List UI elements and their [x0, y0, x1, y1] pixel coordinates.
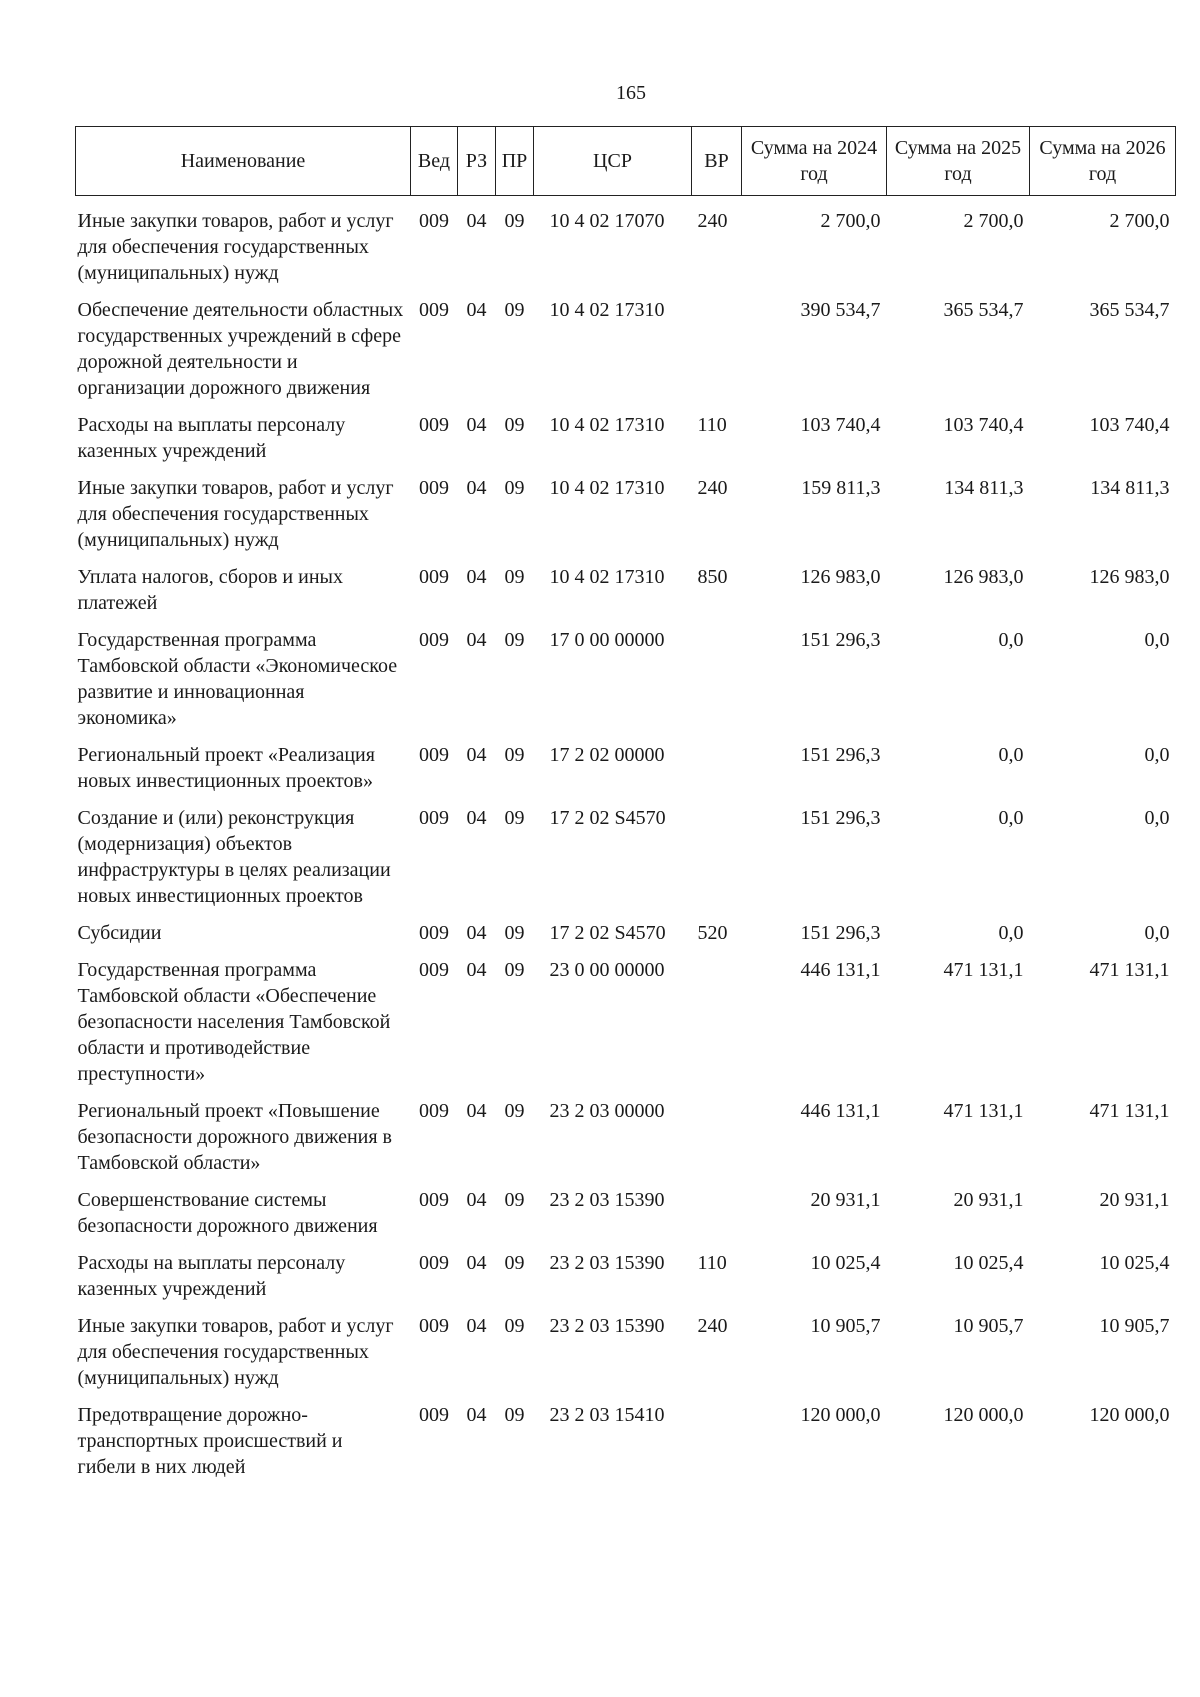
row-csr: 23 2 03 15390: [549, 1315, 665, 1337]
row-name: Совершенствование системы безопасности дорожного движения: [77, 1189, 378, 1237]
row-sum-2025: 20 931,1: [953, 1189, 1024, 1211]
row-ved: 009: [419, 1100, 449, 1122]
row-sum-2025: 0,0: [998, 629, 1024, 651]
row-name: Государственная программа Тамбовской области «Обеспечение безопасности населения Тамбовской области и противодействие преступности»: [77, 959, 391, 1085]
header-name: Наименование: [76, 127, 411, 196]
row-sum-2025: 0,0: [998, 922, 1024, 944]
row-vr: [692, 1393, 742, 1482]
row-csr: 10 4 02 17070: [549, 210, 665, 232]
row-sum-2026: 471 131,1: [1089, 959, 1170, 981]
row-sum-2024: 159 811,3: [801, 477, 881, 499]
row-vr: [692, 1089, 742, 1178]
row-csr: 23 2 03 15390: [549, 1252, 665, 1274]
row-rz: 04: [466, 959, 487, 981]
header-sum-2024: Сумма на 2024 год: [742, 127, 887, 196]
row-csr: 17 2 02 S4570: [549, 807, 666, 829]
table-row: [76, 618, 1176, 733]
row-sum-2026: 10 025,4: [1099, 1252, 1170, 1274]
header-vr: ВР: [692, 127, 742, 196]
row-pr: 09: [504, 1100, 525, 1122]
row-pr: 09: [504, 299, 525, 321]
row-sum-2026: 365 534,7: [1089, 299, 1170, 321]
row-csr: 10 4 02 17310: [549, 299, 665, 321]
row-csr: 23 2 03 15390: [549, 1189, 665, 1211]
row-ved: 009: [419, 1189, 449, 1211]
row-pr: 09: [504, 1404, 525, 1426]
row-rz: 04: [466, 1315, 487, 1337]
row-sum-2025: 471 131,1: [943, 1100, 1024, 1122]
row-name: Иные закупки товаров, работ и услуг для обеспечения государственных (муниципальных) нужд: [77, 1315, 394, 1389]
row-vr: 240: [697, 477, 728, 499]
row-sum-2026: 0,0: [1144, 629, 1170, 651]
row-sum-2025: 0,0: [998, 807, 1024, 829]
row-csr: 17 0 00 00000: [549, 629, 665, 651]
row-sum-2024: 126 983,0: [800, 566, 881, 588]
row-vr: [692, 733, 742, 796]
row-sum-2026: 471 131,1: [1089, 1100, 1170, 1122]
row-csr: 23 0 00 00000: [549, 959, 665, 981]
row-sum-2025: 120 000,0: [943, 1404, 1024, 1426]
row-ved: 009: [419, 922, 449, 944]
budget-table: [75, 126, 1176, 1482]
row-pr: 09: [504, 414, 525, 436]
row-sum-2025: 126 983,0: [943, 566, 1024, 588]
row-pr: 09: [504, 959, 525, 981]
row-rz: 04: [466, 299, 487, 321]
row-vr: [692, 1178, 742, 1241]
table-row: [76, 403, 1176, 466]
row-vr: [692, 948, 742, 1089]
row-rz: 04: [466, 744, 487, 766]
table-row: [76, 911, 1176, 948]
row-csr: 23 2 03 00000: [549, 1100, 665, 1122]
row-sum-2024: 2 700,0: [820, 210, 881, 232]
row-csr: 17 2 02 S4570: [549, 922, 666, 944]
table-row: [76, 1393, 1176, 1482]
row-pr: 09: [504, 1252, 525, 1274]
row-sum-2024: 151 296,3: [800, 807, 881, 829]
row-ved: 009: [419, 807, 449, 829]
row-csr: 10 4 02 17310: [549, 477, 665, 499]
row-name: Субсидии: [77, 922, 162, 944]
row-rz: 04: [466, 566, 487, 588]
row-name: Уплата налогов, сборов и иных платежей: [77, 566, 343, 614]
row-sum-2024: 103 740,4: [800, 414, 881, 436]
row-sum-2026: 0,0: [1144, 807, 1170, 829]
row-sum-2025: 10 025,4: [953, 1252, 1024, 1274]
row-vr: 240: [697, 1315, 728, 1337]
row-pr: 09: [504, 807, 525, 829]
row-sum-2024: 10 025,4: [810, 1252, 881, 1274]
row-pr: 09: [504, 922, 525, 944]
row-sum-2024: 151 296,3: [800, 629, 881, 651]
row-pr: 09: [504, 1315, 525, 1337]
row-csr: 17 2 02 00000: [549, 744, 665, 766]
row-sum-2024: 20 931,1: [810, 1189, 881, 1211]
row-csr: 10 4 02 17310: [549, 566, 665, 588]
row-name: Региональный проект «Повышение безопасности дорожного движения в Тамбовской области»: [77, 1100, 393, 1174]
row-rz: 04: [466, 807, 487, 829]
row-ved: 009: [419, 744, 449, 766]
row-name: Иные закупки товаров, работ и услуг для обеспечения государственных (муниципальных) нужд: [77, 210, 394, 284]
row-sum-2025: 365 534,7: [943, 299, 1024, 321]
header-pr: ПР: [496, 127, 534, 196]
row-rz: 04: [466, 629, 487, 651]
row-sum-2024: 151 296,3: [800, 744, 881, 766]
row-ved: 009: [419, 566, 449, 588]
row-sum-2025: 2 700,0: [963, 210, 1024, 232]
row-ved: 009: [419, 629, 449, 651]
row-sum-2025: 103 740,4: [943, 414, 1024, 436]
row-pr: 09: [504, 566, 525, 588]
header-ved: Вед: [411, 127, 458, 196]
header-csr: ЦСР: [534, 127, 692, 196]
table-body: [76, 196, 1176, 1483]
row-sum-2026: 126 983,0: [1089, 566, 1170, 588]
row-vr: 110: [697, 1252, 727, 1274]
row-name: Государственная программа Тамбовской области «Экономическое развитие и инновационная экономика»: [77, 629, 398, 729]
row-ved: 009: [419, 959, 449, 981]
row-name: Иные закупки товаров, работ и услуг для обеспечения государственных (муниципальных) нужд: [77, 477, 394, 551]
row-sum-2024: 151 296,3: [800, 922, 881, 944]
row-name: Расходы на выплаты персоналу казенных учреждений: [77, 414, 346, 462]
row-rz: 04: [466, 1100, 487, 1122]
row-sum-2024: 10 905,7: [810, 1315, 881, 1337]
table-row: [76, 948, 1176, 1089]
row-vr: [692, 796, 742, 911]
row-sum-2026: 2 700,0: [1109, 210, 1170, 232]
row-vr: 520: [697, 922, 728, 944]
row-ved: 009: [419, 1404, 449, 1426]
table-row: [76, 196, 1176, 289]
row-ved: 009: [419, 1315, 449, 1337]
row-sum-2025: 134 811,3: [944, 477, 1024, 499]
page-number: 165: [616, 82, 646, 104]
row-sum-2026: 0,0: [1144, 922, 1170, 944]
table-row: [76, 733, 1176, 796]
table-row: [76, 466, 1176, 555]
row-vr: 110: [697, 414, 727, 436]
row-csr: 10 4 02 17310: [549, 414, 665, 436]
row-pr: 09: [504, 744, 525, 766]
row-ved: 009: [419, 1252, 449, 1274]
row-name: Расходы на выплаты персоналу казенных учреждений: [77, 1252, 346, 1300]
row-ved: 009: [419, 299, 449, 321]
table-row: [76, 1089, 1176, 1178]
table-row: [76, 1304, 1176, 1393]
row-ved: 009: [419, 477, 449, 499]
table-row: [76, 1241, 1176, 1304]
row-name: Обеспечение деятельности областных государственных учреждений в сфере дорожной деятельности и организации дорожного движения: [77, 299, 404, 399]
row-ved: 009: [419, 210, 449, 232]
row-vr: [692, 618, 742, 733]
table-row: [76, 288, 1176, 403]
row-sum-2026: 0,0: [1144, 744, 1170, 766]
row-sum-2026: 103 740,4: [1089, 414, 1170, 436]
row-sum-2024: 390 534,7: [800, 299, 881, 321]
row-rz: 04: [466, 1404, 487, 1426]
row-sum-2026: 10 905,7: [1099, 1315, 1170, 1337]
table-row: [76, 555, 1176, 618]
row-csr: 23 2 03 15410: [549, 1404, 665, 1426]
row-name: Создание и (или) реконструкция (модернизация) объектов инфраструктуры в целях реализации новых инвестиционных проектов: [77, 807, 391, 907]
row-vr: [692, 288, 742, 403]
row-name: Региональный проект «Реализация новых инвестиционных проектов»: [77, 744, 375, 792]
row-ved: 009: [419, 414, 449, 436]
header-sum-2026: Сумма на 2026 год: [1030, 127, 1176, 196]
table-row: [76, 796, 1176, 911]
row-rz: 04: [466, 1252, 487, 1274]
row-sum-2026: 120 000,0: [1089, 1404, 1170, 1426]
row-rz: 04: [466, 477, 487, 499]
row-sum-2026: 134 811,3: [1090, 477, 1170, 499]
row-sum-2025: 0,0: [998, 744, 1024, 766]
header-rz: РЗ: [458, 127, 496, 196]
table-header: [76, 127, 1176, 196]
row-sum-2024: 120 000,0: [800, 1404, 881, 1426]
row-rz: 04: [466, 922, 487, 944]
row-sum-2026: 20 931,1: [1099, 1189, 1170, 1211]
row-rz: 04: [466, 414, 487, 436]
row-name: Предотвращение дорожно-транспортных происшествий и гибели в них людей: [77, 1404, 343, 1478]
row-pr: 09: [504, 477, 525, 499]
row-vr: 850: [697, 566, 728, 588]
row-sum-2025: 10 905,7: [953, 1315, 1024, 1337]
row-pr: 09: [504, 629, 525, 651]
row-sum-2024: 446 131,1: [800, 1100, 881, 1122]
row-sum-2025: 471 131,1: [943, 959, 1024, 981]
row-pr: 09: [504, 1189, 525, 1211]
header-sum-2025: Сумма на 2025 год: [887, 127, 1030, 196]
row-pr: 09: [504, 210, 525, 232]
row-sum-2024: 446 131,1: [800, 959, 881, 981]
row-rz: 04: [466, 210, 487, 232]
table-row: [76, 1178, 1176, 1241]
row-vr: 240: [697, 210, 728, 232]
row-rz: 04: [466, 1189, 487, 1211]
